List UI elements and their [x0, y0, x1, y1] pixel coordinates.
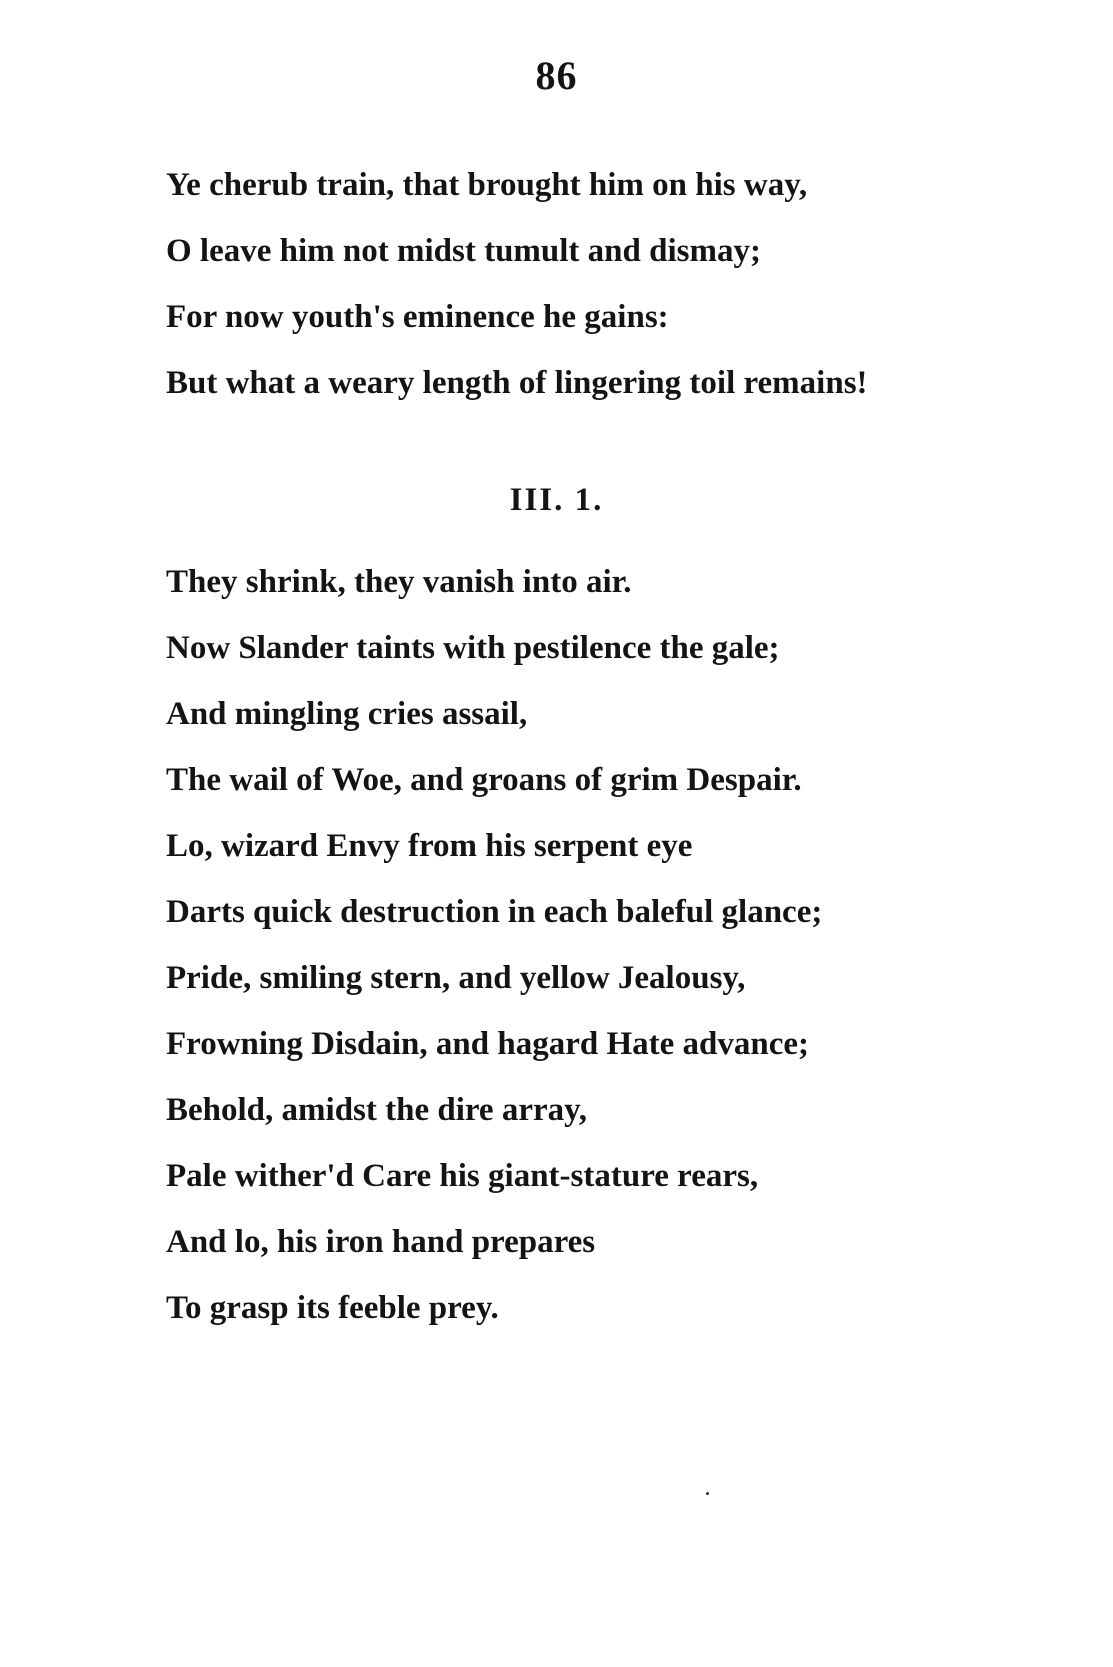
verse-line: Behold, amidst the dire array,	[166, 1092, 588, 1128]
page-number: 86	[535, 53, 578, 98]
stanza-continued	[166, 152, 1066, 416]
verse-line: Darts quick destruction in each baleful glance;	[166, 894, 823, 930]
verse-line: For now youth's eminence he gains:	[166, 299, 669, 335]
verse-line: O leave him not midst tumult and dismay;	[166, 233, 761, 269]
verse-line: And lo, his iron hand prepares	[166, 1224, 596, 1260]
verse-line: Pale wither'd Care his giant-stature rears,	[166, 1158, 759, 1194]
verse-line: Now Slander taints with pestilence the gale;	[166, 630, 780, 666]
verse-line: They shrink, they vanish into air.	[166, 564, 632, 600]
verse-line: And mingling cries assail,	[166, 696, 528, 732]
stanza-new	[166, 549, 1066, 1341]
verse-line: Pride, smiling stern, and yellow Jealousy,	[166, 960, 746, 996]
verse-line: But what a weary length of lingering toil remains!	[166, 365, 868, 401]
ink-speck	[706, 1492, 709, 1495]
verse-line: Frowning Disdain, and hagard Hate advance;	[166, 1026, 809, 1062]
verse-line: Ye cherub train, that brought him on his way,	[166, 167, 808, 203]
verse-line: The wail of Woe, and groans of grim Despair.	[166, 762, 802, 798]
verse-line: To grasp its feeble prey.	[166, 1290, 499, 1326]
verse-line: Lo, wizard Envy from his serpent eye	[166, 828, 693, 864]
section-heading: III. 1.	[509, 482, 604, 518]
